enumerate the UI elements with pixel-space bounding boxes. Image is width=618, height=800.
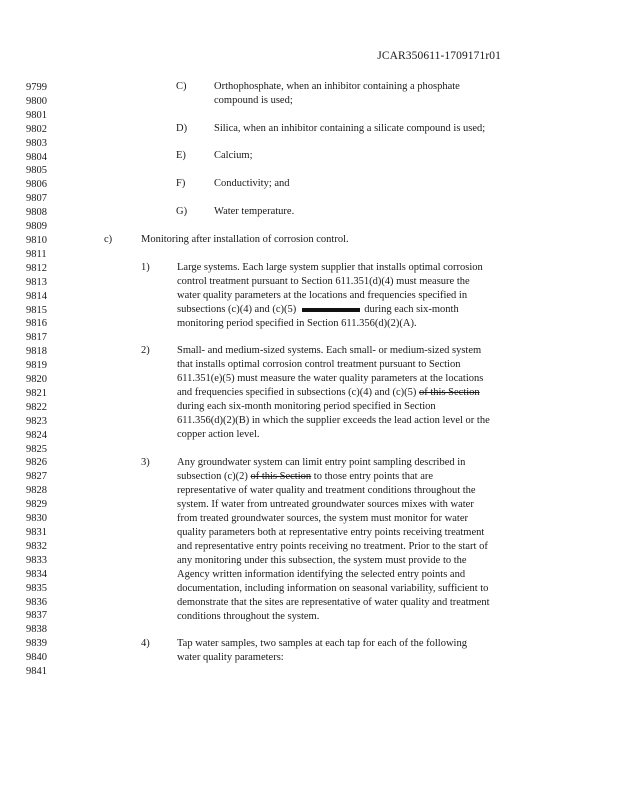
line-number: 9810	[26, 234, 47, 246]
item-f-text: Conductivity; and	[214, 178, 290, 189]
line-number: 9825	[26, 443, 47, 455]
p3-line-1: Any groundwater system can limit entry point sampling described in	[177, 457, 466, 468]
item-g-label: G)	[176, 206, 188, 217]
line-number: 9803	[26, 137, 47, 149]
section-c-label: c)	[104, 234, 113, 245]
p2-line-1: Small- and medium-sized systems. Each small- or medium-sized system	[177, 345, 482, 356]
p4-line-1: Tap water samples, two samples at each tap for each of the following	[177, 638, 467, 649]
p2-line-7: copper action level.	[177, 429, 260, 440]
p3-line-6: quality parameters both at representative entry points receiving treatment	[177, 527, 485, 538]
p3-line-8: any monitoring under this subsection, the system must provide to the	[177, 555, 467, 566]
line-number: 9829	[26, 499, 47, 511]
line-number: 9826	[26, 457, 47, 469]
p2-line-2: that installs optimal corrosion control treatment pursuant to Section	[177, 359, 461, 370]
p3-line-4: system. If water from untreated groundwater sources mixes with water	[177, 499, 474, 510]
item-e-label: E)	[176, 150, 186, 161]
item-c-label: C)	[176, 81, 187, 92]
p3-line-2b: to those entry points that are	[313, 471, 434, 482]
p2-label: 2)	[141, 345, 150, 356]
p1-label: 1)	[141, 262, 150, 273]
item-d-text: Silica, when an inhibitor containing a silicate compound is used;	[214, 123, 486, 134]
p1-line-2: control treatment pursuant to Section 611.351(d)(4) must measure the	[177, 276, 470, 287]
p1-line-4a: subsections (c)(4) and (c)(5)	[177, 304, 297, 315]
line-number: 9836	[26, 596, 47, 608]
item-c-line-1: Orthophosphate, when an inhibitor containing a phosphate	[214, 81, 460, 92]
p1-line-3: water quality parameters at the locations and frequencies specified in	[177, 290, 468, 301]
p2-line-3: 611.351(e)(5) must measure the water quality parameters at the locations	[177, 373, 484, 384]
line-number: 9807	[26, 193, 47, 205]
line-number: 9816	[26, 318, 47, 330]
line-number: 9822	[26, 401, 47, 413]
line-number: 9818	[26, 346, 47, 358]
line-number: 9809	[26, 221, 47, 233]
item-d-label: D)	[176, 123, 188, 134]
line-number: 9812	[26, 262, 47, 274]
line-number: 9831	[26, 527, 47, 538]
p3-line-10: documentation, including information on seasonal variability, sufficient to	[177, 583, 489, 594]
p3-line-9: Agency written information identifying the selected entry points and	[177, 569, 466, 580]
line-number: 9811	[26, 248, 47, 260]
section-c-heading: Monitoring after installation of corrosion control.	[141, 234, 349, 245]
line-number: 9814	[26, 290, 47, 302]
line-number: 9830	[26, 513, 47, 525]
p3-line-12: conditions throughout the system.	[177, 611, 320, 622]
redaction-mark	[302, 308, 360, 312]
line-number: 9804	[26, 151, 47, 163]
item-f-label: F)	[176, 178, 186, 189]
line-number: 9833	[26, 554, 47, 566]
line-number: 9832	[26, 540, 47, 552]
p4-label: 4)	[141, 638, 150, 649]
line-number: 9813	[26, 276, 47, 288]
p1-line-5: monitoring period specified in Section 611.356(d)(2)(A).	[177, 318, 417, 329]
line-number: 9819	[26, 360, 47, 372]
p1-line-4b: during each six-month	[364, 304, 459, 315]
line-number: 9802	[26, 123, 47, 135]
line-number: 9821	[26, 387, 47, 399]
line-number: 9815	[26, 304, 47, 316]
item-g-text: Water temperature.	[214, 206, 295, 217]
p2-line-4	[177, 387, 480, 398]
p2-deleted-text: of this Section	[418, 387, 480, 398]
p1-line-4	[177, 304, 459, 315]
line-number: 9837	[26, 610, 47, 622]
line-number: 9799	[26, 82, 47, 93]
p3-deleted-text: of this Section	[250, 471, 312, 482]
item-e-text: Calcium;	[214, 150, 253, 161]
line-number: 9806	[26, 179, 47, 191]
line-number: 9841	[26, 666, 47, 678]
line-number: 9828	[26, 485, 47, 497]
p3-line-11: demonstrate that the sites are representative of water quality and treatment	[177, 597, 490, 608]
line-number: 9808	[26, 207, 47, 219]
document-id: JCAR350611-1709171r01	[377, 50, 501, 62]
line-number: 9820	[26, 374, 47, 386]
line-number: 9827	[26, 471, 47, 483]
p3-line-5: from treated groundwater sources, the system must monitor for water	[177, 513, 469, 524]
line-number: 9805	[26, 165, 47, 177]
item-c-line-2: compound is used;	[214, 95, 293, 106]
p3-label: 3)	[141, 457, 150, 468]
p2-line-5: during each six-month monitoring period specified in Section	[177, 401, 436, 412]
p3-line-7: and representative entry points receiving no treatment. Prior to the start of	[177, 541, 488, 552]
p3-line-2a: subsection (c)(2)	[177, 471, 248, 482]
line-number: 9835	[26, 582, 47, 594]
line-number: 9817	[26, 332, 47, 344]
p3-line-2	[177, 471, 433, 482]
line-number: 9840	[26, 652, 47, 664]
line-number: 9824	[26, 429, 47, 441]
line-number: 9800	[26, 95, 47, 107]
line-number: 9834	[26, 568, 47, 580]
p3-line-3: representative of water quality and treatment conditions throughout the	[177, 485, 476, 496]
line-number: 9801	[26, 109, 47, 121]
line-number: 9838	[26, 624, 47, 636]
p2-line-6: 611.356(d)(2)(B) in which the supplier exceeds the lead action level or the	[177, 415, 490, 426]
line-number: 9823	[26, 415, 47, 427]
p1-line-1: Large systems. Each large system supplier that installs optimal corrosion	[177, 262, 483, 273]
p2-line-4a: and frequencies specified in subsections (c)(4) and (c)(5)	[177, 387, 417, 398]
line-number: 9839	[26, 638, 47, 650]
p4-line-2: water quality parameters:	[177, 652, 284, 663]
line-numbers	[26, 81, 47, 679]
